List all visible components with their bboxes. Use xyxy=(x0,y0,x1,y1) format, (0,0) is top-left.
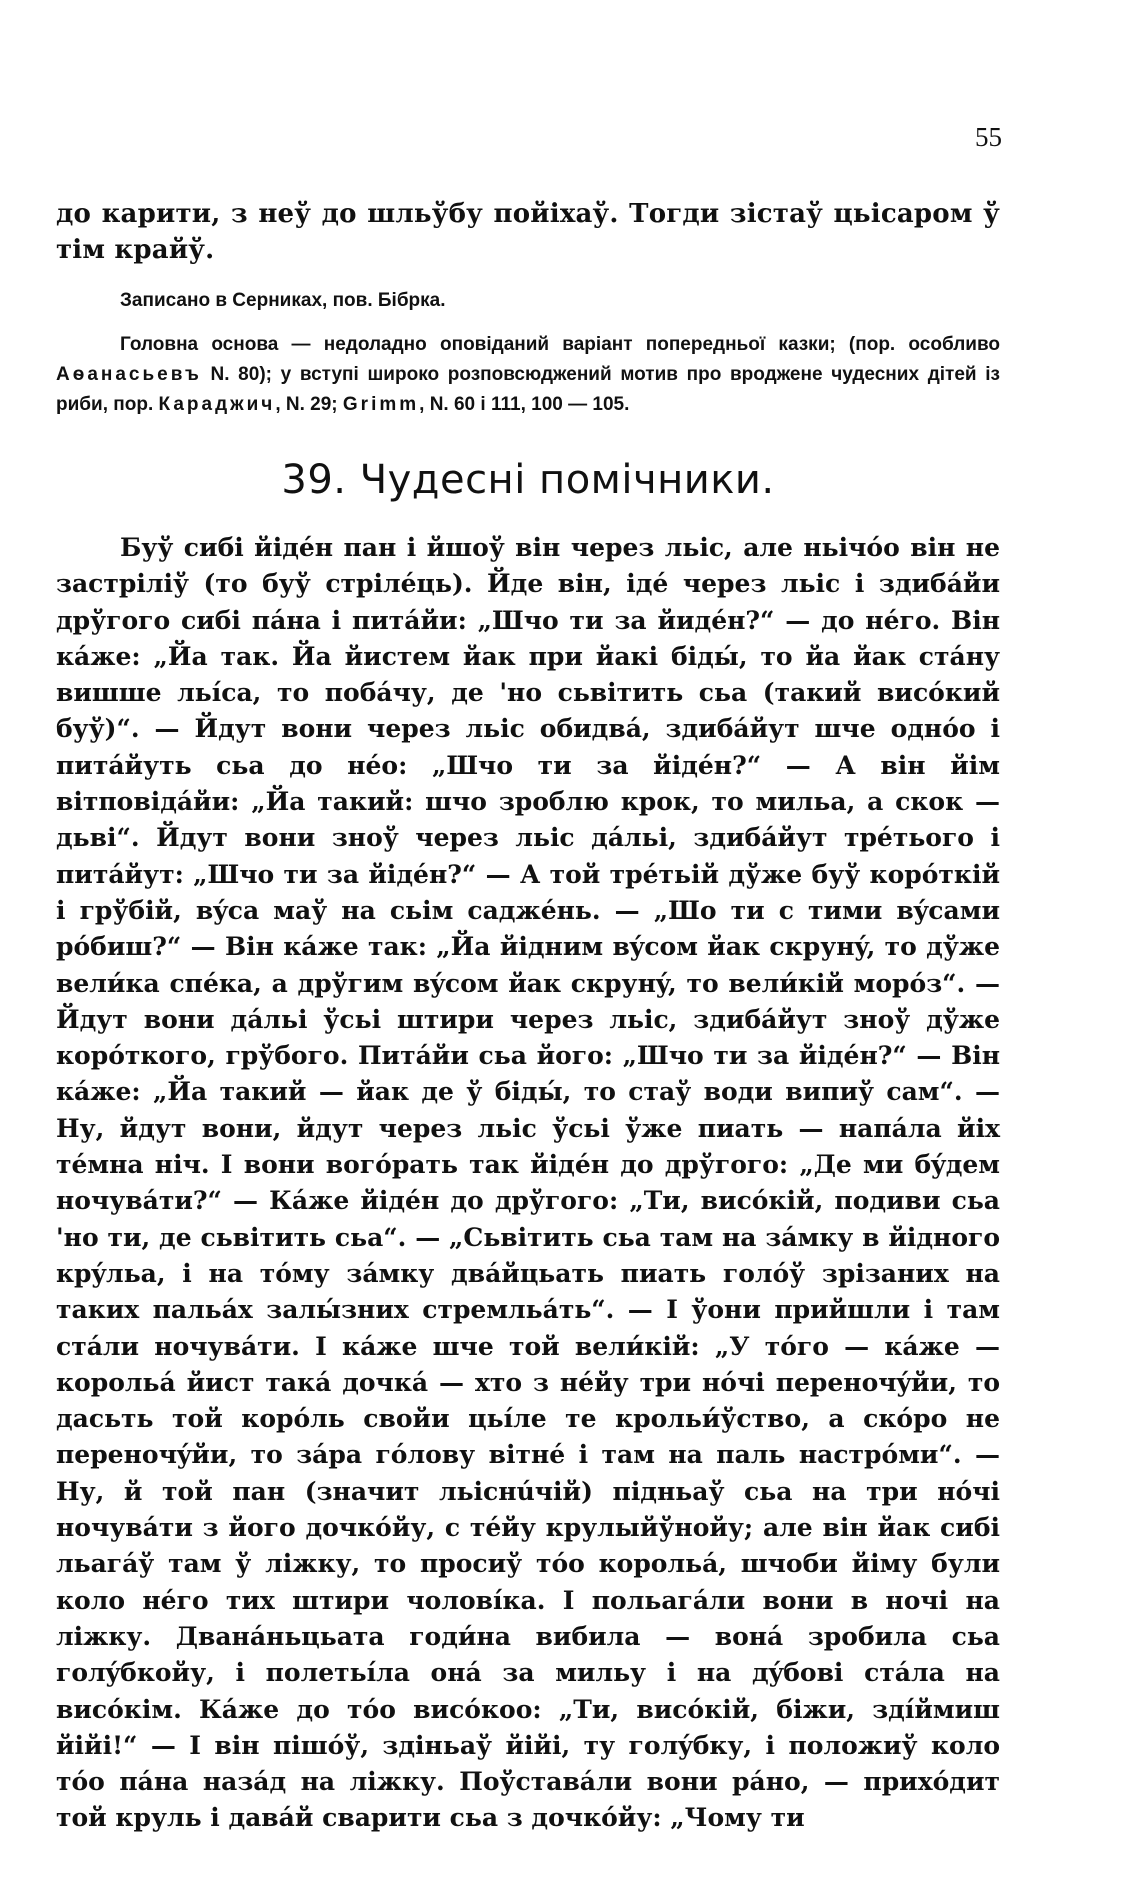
note-text-4: , N. 60 і 111, 100 — 105. xyxy=(419,394,630,415)
reference-grimm: Grimm xyxy=(342,394,420,415)
story-title: 39. Чудесні помічники. xyxy=(281,457,775,503)
note-text-1: Головна основа — недоладно оповіданий варіант попередньої казки; (пор. особливо xyxy=(120,334,1000,355)
previous-tale-ending: до карити, з неў до шльўбу пойіхаў. Тогди зістаў цьісаром ў тім крайў. xyxy=(56,199,1000,265)
text-column xyxy=(56,196,1000,1837)
comparative-note xyxy=(56,330,1000,420)
reference-karadzic: Караджич xyxy=(158,394,276,415)
recording-source-note: Записано в Серниках, пов. Бібрка. xyxy=(120,290,446,311)
story-body: Буў сибі йідéн пан і йшоў він через льіс, але ньічóо він не застріліў (то буў стрілéць). Йде він, ідé через льіс і здибáйи дрўгого сибі пáна і питáйи: „Шчо ти за йидéн?“ — до нéго. Він кáже: „Йа так. Йа йистем йак при йакі біды́, то йа йак стáну вишше льíса, то побáчу, де 'но сьвітить сьа (такий висóкий буў)“. — Йдут вони через льіс обидвá, здибáйут шче однóо і питáйуть сьа до нéо: „Шчо ти за йідéн?“ — А він йім вітповідáйи: „Йа такий: шчо зроблю крок, то мильа, а скок — дьві“. Йдут вони зноў через льіс дáльі, здибáйут трéтього і питáйут: „Шчо ти за йідéн?“ — А той трéтьій дўже буў корóткій і грўбій, вýса маў на сьім саджéнь. — „Шо ти с тими вýсами рóбиш?“ — Він кáже так: „Йа йідним вýсом йак скрунý, то дўже вели́ка спéка, а дрўгим вýсом йак скрунý, то вели́кій морóз“. — Йдут вони дáльі ўсьі штири через льіс, здибáйут зноў дўже корóткого, грўбого. Питáйи сьа його: „Шчо ти за йідéн?“ — Він кáже: „Йа такий — йак де ў біды́, то стаў води випиў сам“. — Ну, йдут вони, йдут через льіс ўсьі ўже пиать — напáла йіх тéмна ніч. І вони вогóрать так йідéн до дрўгого: „Де ми бýдем ночувáти?“ — Кáже йідéн до дрўгого: „Ти, висóкій, подиви сьа 'но ти, де сьвітить сьа“. — „Сьвітить сьа там на зáмку в йідного крýльа, і на тóму зáмку двáйцьать пиать голóў зрізаних на таких пальáх залы́зних стремльáть“. — І ўони прийшли і там стáли ночувáти. І кáже шче той вели́кій: „У тóго — кáже — корольá йист такá дочкá — хто з нéйу три нóчі переночýйи, то дасьть той корóль свойи цьíле те крольи́ўство, а скóро не переночýйи, то зáра гóлову вітнé і там на паль настрóми“. — Ну, й той пан (значит льіснúчій) підньаў сьа на три нóчі ночувáти з його дочкóйу, с тéйу крулыйўнойу; але він йак сибі льагáў там ў ліжку, то просиў тóо корольá, шчоби йіму були коло нéго тих штири чоловíка. І польагáли вони в ночі на ліжку. Дванáньцьата годи́на вибила — вонá зробила сьа голýбкойу, і полетьíла онá за мильу і на дýбові стáла на висóкім. Кáже до тóо висóкоо: „Ти, висóкій, біжи, здíймиш йійі!“ — І він пішóў, здіньаў йійі, ту голýбку, і положиў коло тóо пáна назáд на ліжку. Поўставáли вони рáно, — прихóдит той круль і давáй сварити сьа з дочкóйу: „Чому ти xyxy=(56,533,1000,1833)
reference-afanasiev: Аѳанасьевъ xyxy=(56,364,202,385)
page-number: 55 xyxy=(975,122,1002,152)
note-text-2: N. 80); у вступі широко розповсюджений мотив про вроджене чудесних дітей із риби, пор. xyxy=(56,364,1000,415)
note-text-3: , N. 29; xyxy=(275,394,343,415)
